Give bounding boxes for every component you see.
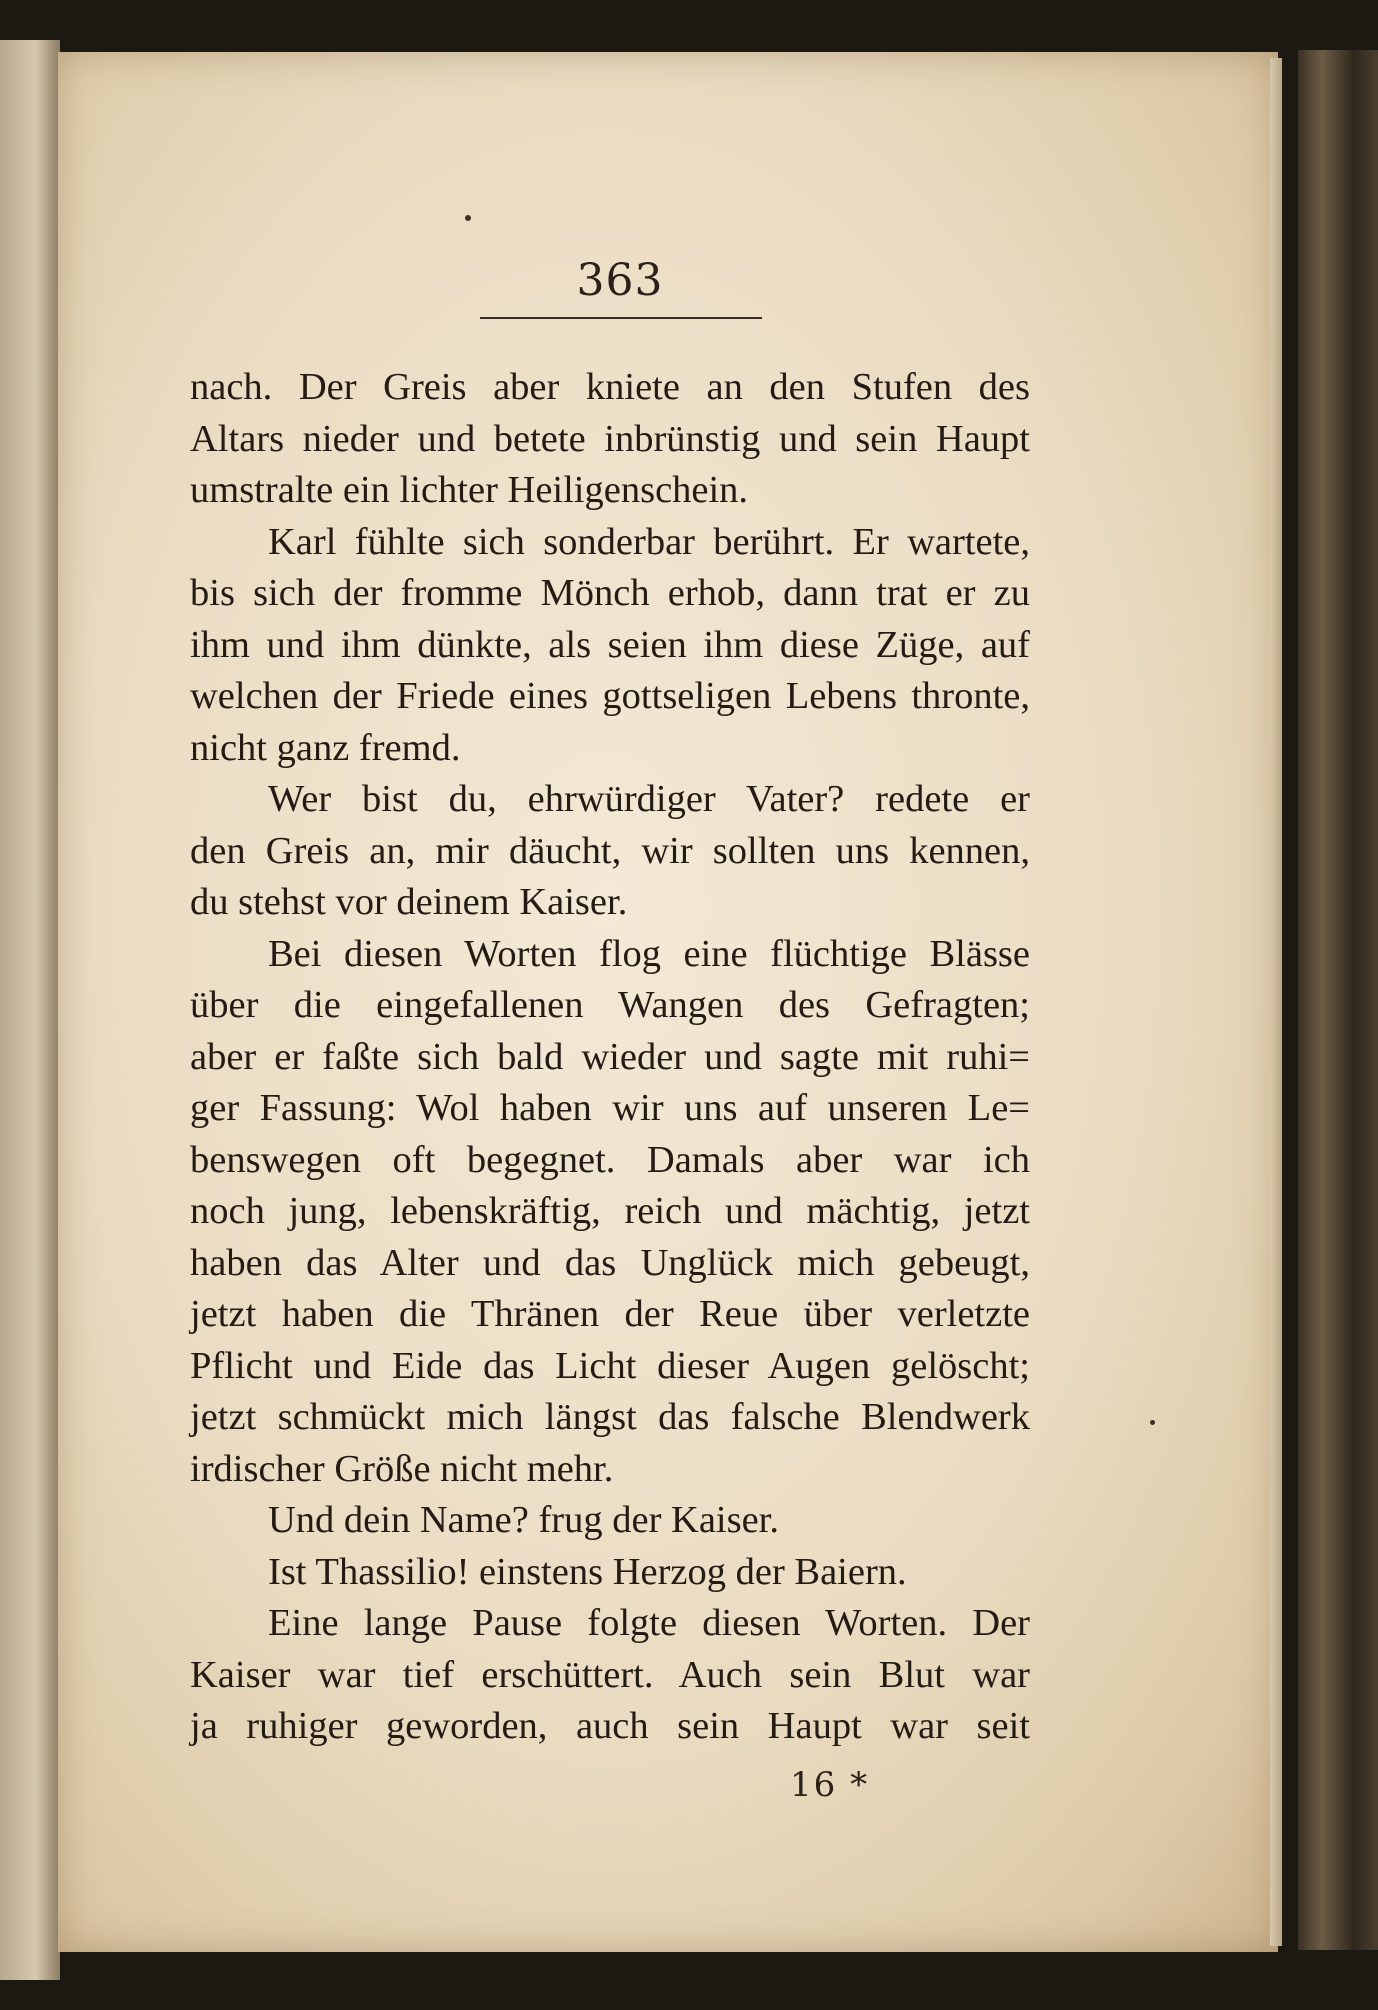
text-line: jetzt schmückt mich längst das falsche Blendwerk [190, 1396, 1030, 1438]
text-line: Pflicht und Eide das Licht dieser Augen gelöscht; [190, 1344, 1030, 1387]
text-line: aber er faßte sich bald wieder und sagte mit ruhi= [190, 1035, 1030, 1078]
printer-signature-mark: 16 * [790, 1765, 870, 1805]
text-line: Altars nieder und betete inbrünstig und sein Haupt [190, 417, 1030, 460]
text-line: benswegen oft begegnet. Damals aber war ich [190, 1138, 1030, 1181]
paper-speck [1150, 1420, 1155, 1425]
previous-page-edge [0, 40, 60, 1980]
text-line: bis sich der fromme Mönch erhob, dann trat er zu [190, 572, 1030, 614]
text-line: über die eingefallenen Wangen des Gefragten; [190, 984, 1030, 1026]
text-line: haben das Alter und das Unglück mich gebeugt, [190, 1241, 1030, 1284]
text-line: nach. Der Greis aber kniete an den Stufen des [190, 366, 1030, 408]
text-line: welchen der Friede eines gottseligen Lebens thronte, [190, 675, 1030, 717]
page-body-text [190, 362, 1030, 1753]
header-rule [480, 317, 762, 319]
text-line: nicht ganz fremd. [190, 726, 461, 769]
text-line: noch jung, lebenskräftig, reich und mächtig, jetzt [190, 1190, 1030, 1232]
text-line: den Greis an, mir däucht, wir sollten uns kennen, [190, 829, 1030, 872]
text-line: irdischer Größe nicht mehr. [190, 1447, 614, 1490]
text-line: Bei diesen Worten flog eine flüchtige Blässe [268, 932, 1030, 975]
page-stack-edge [1270, 58, 1282, 1946]
text-line: Und dein Name? frug der Kaiser. [268, 1499, 780, 1541]
text-line: ja ruhiger geworden, auch sein Haupt war seit [190, 1705, 1030, 1747]
page-number: 363 [576, 255, 664, 306]
paper-speck [465, 215, 471, 221]
text-line: umstralte ein lichter Heiligenschein. [190, 469, 749, 511]
text-line: Kaiser war tief erschüttert. Auch sein Blut war [190, 1653, 1030, 1696]
text-line: ihm und ihm dünkte, als seien ihm diese Züge, auf [190, 623, 1030, 666]
text-line: Wer bist du, ehrwürdiger Vater? redete er [268, 778, 1030, 820]
text-line: du stehst vor deinem Kaiser. [190, 881, 628, 923]
text-line: ger Fassung: Wol haben wir uns auf unseren Le= [190, 1087, 1030, 1129]
text-line: Ist Thassilio! einstens Herzog der Baiern. [268, 1550, 907, 1593]
text-line: Karl fühlte sich sonderbar berührt. Er wartete, [268, 520, 1030, 563]
book-cover-edge [1298, 50, 1378, 1950]
text-line: jetzt haben die Thränen der Reue über verletzte [190, 1293, 1030, 1335]
text-line: Eine lange Pause folgte diesen Worten. Der [268, 1602, 1030, 1644]
